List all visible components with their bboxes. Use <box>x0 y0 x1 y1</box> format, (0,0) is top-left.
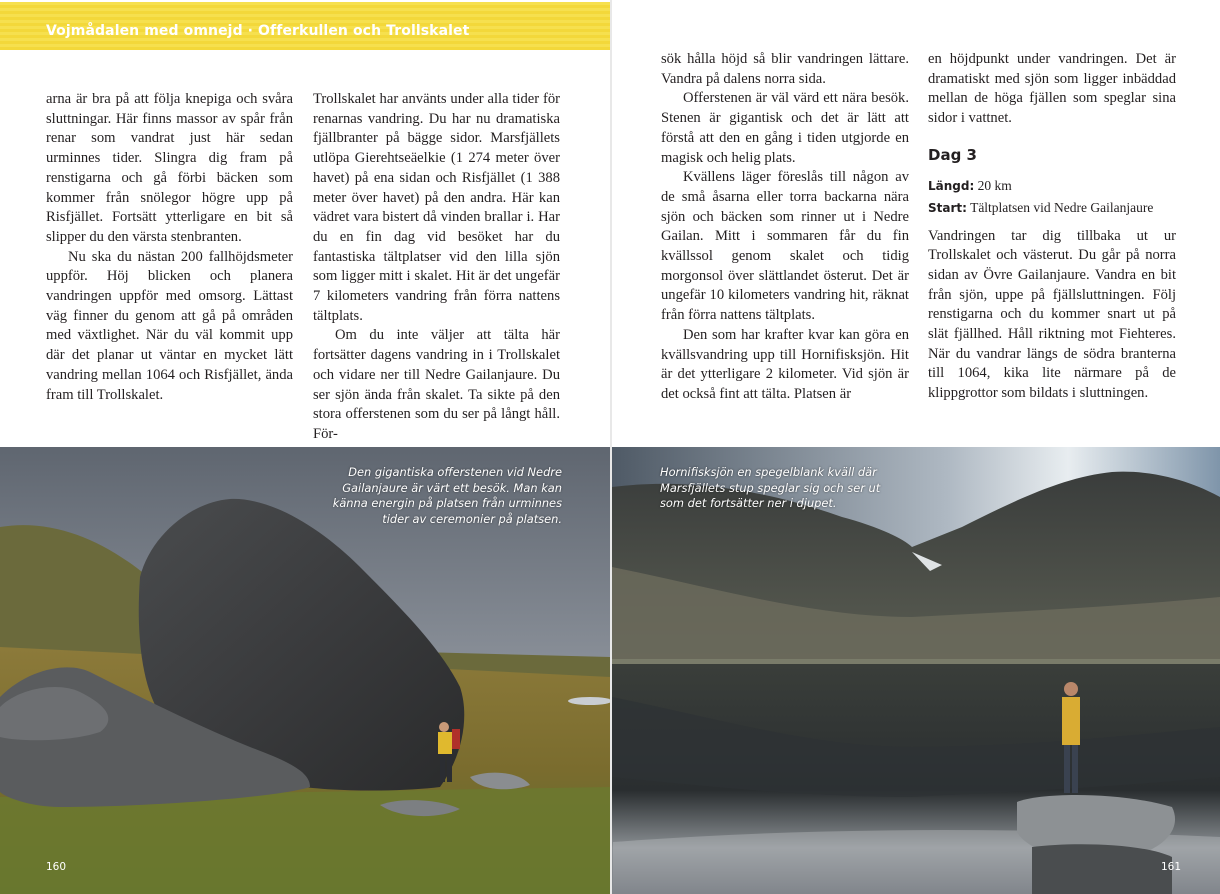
lake-photo <box>612 447 1220 894</box>
paragraph: Nu ska du nästan 200 fallhöjdsmeter uppför. Höj blicken och planera vandringen uppför med omsorg. Lättast väg finner du genom att gå på områden med växtlighet. När du väl kommit upp där det planar ut väntar en mycket lätt vandring mellan 1064 och Risfjället, ända fram till Trollskalet. <box>46 248 293 403</box>
photo-caption-right: Hornifisksjön en spegelblank kväll där Marsfjällets stup speglar sig och ser ut som det fortsätter ner i djupet. <box>660 465 881 511</box>
paragraph: en höjdpunkt under vandringen. Det är dramatiskt med sjön som ligger inbäddad mellan de höga fjällen som speglar sina sidor i vattnet. <box>928 51 1176 127</box>
text-column-3 <box>661 50 909 405</box>
paragraph: Offerstenen är väl värd ett nära besök. Stenen är gigantisk och det är lätt att förstå att den en gång i tiden utgjorde en magisk och helig plats. <box>661 90 909 166</box>
running-head <box>0 2 610 50</box>
page-number-left: 160 <box>46 861 67 873</box>
text-column-2 <box>313 90 560 445</box>
length-row <box>928 175 1176 197</box>
start-value: Tältplatsen vid Nedre Gailanjaure <box>966 199 1154 215</box>
running-head-text: Vojmådalen med omnejd · Offerkullen och Trollskalet <box>46 23 470 39</box>
paragraph: sök hålla höjd så blir vandringen lättare. Vandra på dalens norra sida. <box>661 51 909 87</box>
paragraph: Om du inte väljer att tälta här fortsätter dagens vandring in i Trollskalet och vidare ner till Nedre Gailanjaure. Du ser sjön ända från skalet. Ta sikte på den stora offerstenen som du ser på långt håll. För- <box>313 327 560 442</box>
length-label: Längd: <box>928 178 975 193</box>
photo-caption-left: Den gigantiska offerstenen vid Nedre Gailanjaure är värt ett besök. Man kan känna energin på platsen från urminnes tider av ceremonier på platsen. <box>332 465 562 526</box>
right-page <box>612 0 1220 894</box>
day-heading: Dag 3 <box>928 145 977 164</box>
paragraph: Den som har krafter kvar kan göra en kvällsvandring upp till Hornifisksjön. Hit är det ytterligare 2 kilometer. Vid sjön är det också fint att tälta. Platsen är <box>661 326 909 402</box>
length-value: 20 km <box>974 177 1012 193</box>
start-label: Start: <box>928 200 967 215</box>
text-column-4 <box>928 50 1176 404</box>
paragraph: Trollskalet har använts under alla tider för renarnas vandring. Du har nu dramatiska fjällbranter på bägge sidor. Marsfjällets utlöpa Gierehtseäelkie (1 274 meter över havet) på ena sidan och Risfjället (1 388 meter över havet) på den andra. Här kan vädret vara bistert då vinden brallar i. Har du en fin dag vid besöket har du fantastiska tältplatser vid den lilla sjön som ligger mitt i skalet. Hit är det ungefär 7 kilometers vandring från förra nattens tältplats. <box>313 91 560 324</box>
paragraph: Kvällens läger föreslås till någon av de små åsarna eller torra backarna nära sjön och bäcken som rinner ut i Nedre Gailan. Mitt i sommaren får du fin kvällssol genom skalet och tidig morgonsol över slättlandet österut. Det är ungefär 10 kilometers vandring hit, räknat från förra nattens tältplats. <box>661 169 909 324</box>
mountain-lake-image <box>612 447 1220 894</box>
route-facts <box>928 175 1176 219</box>
paragraph: arna är bra på att följa knepiga och svåra sluttningar. Här finns massor av spår från renar som vandrat just här sedan urminnes tider. Slingra dig fram på renstigarna och gå förbi bäcken som kommer från snölegor högre upp på Risfjället. Fortsätt ytterligare en bit så slipper du den värsta stenbranten. <box>46 91 293 245</box>
page-number-right: 161 <box>1161 861 1182 873</box>
text-column-1 <box>46 90 293 405</box>
paragraph: Vandringen tar dig tillbaka ut ur Trollskalet och västerut. Du går på norra sidan av Övre Gailanjaure. Vandra en bit från sjön, uppe på fjällsluttningen. Följ renstigarna och du kommer snart ut på slät fjällhed. Håll riktning mot Fiehteres. När du vandrar längs de södra branterna till 1064, kika lite närmare på de klippgrottor som bildats i sluttningen. <box>928 227 1176 402</box>
start-row <box>928 197 1176 219</box>
